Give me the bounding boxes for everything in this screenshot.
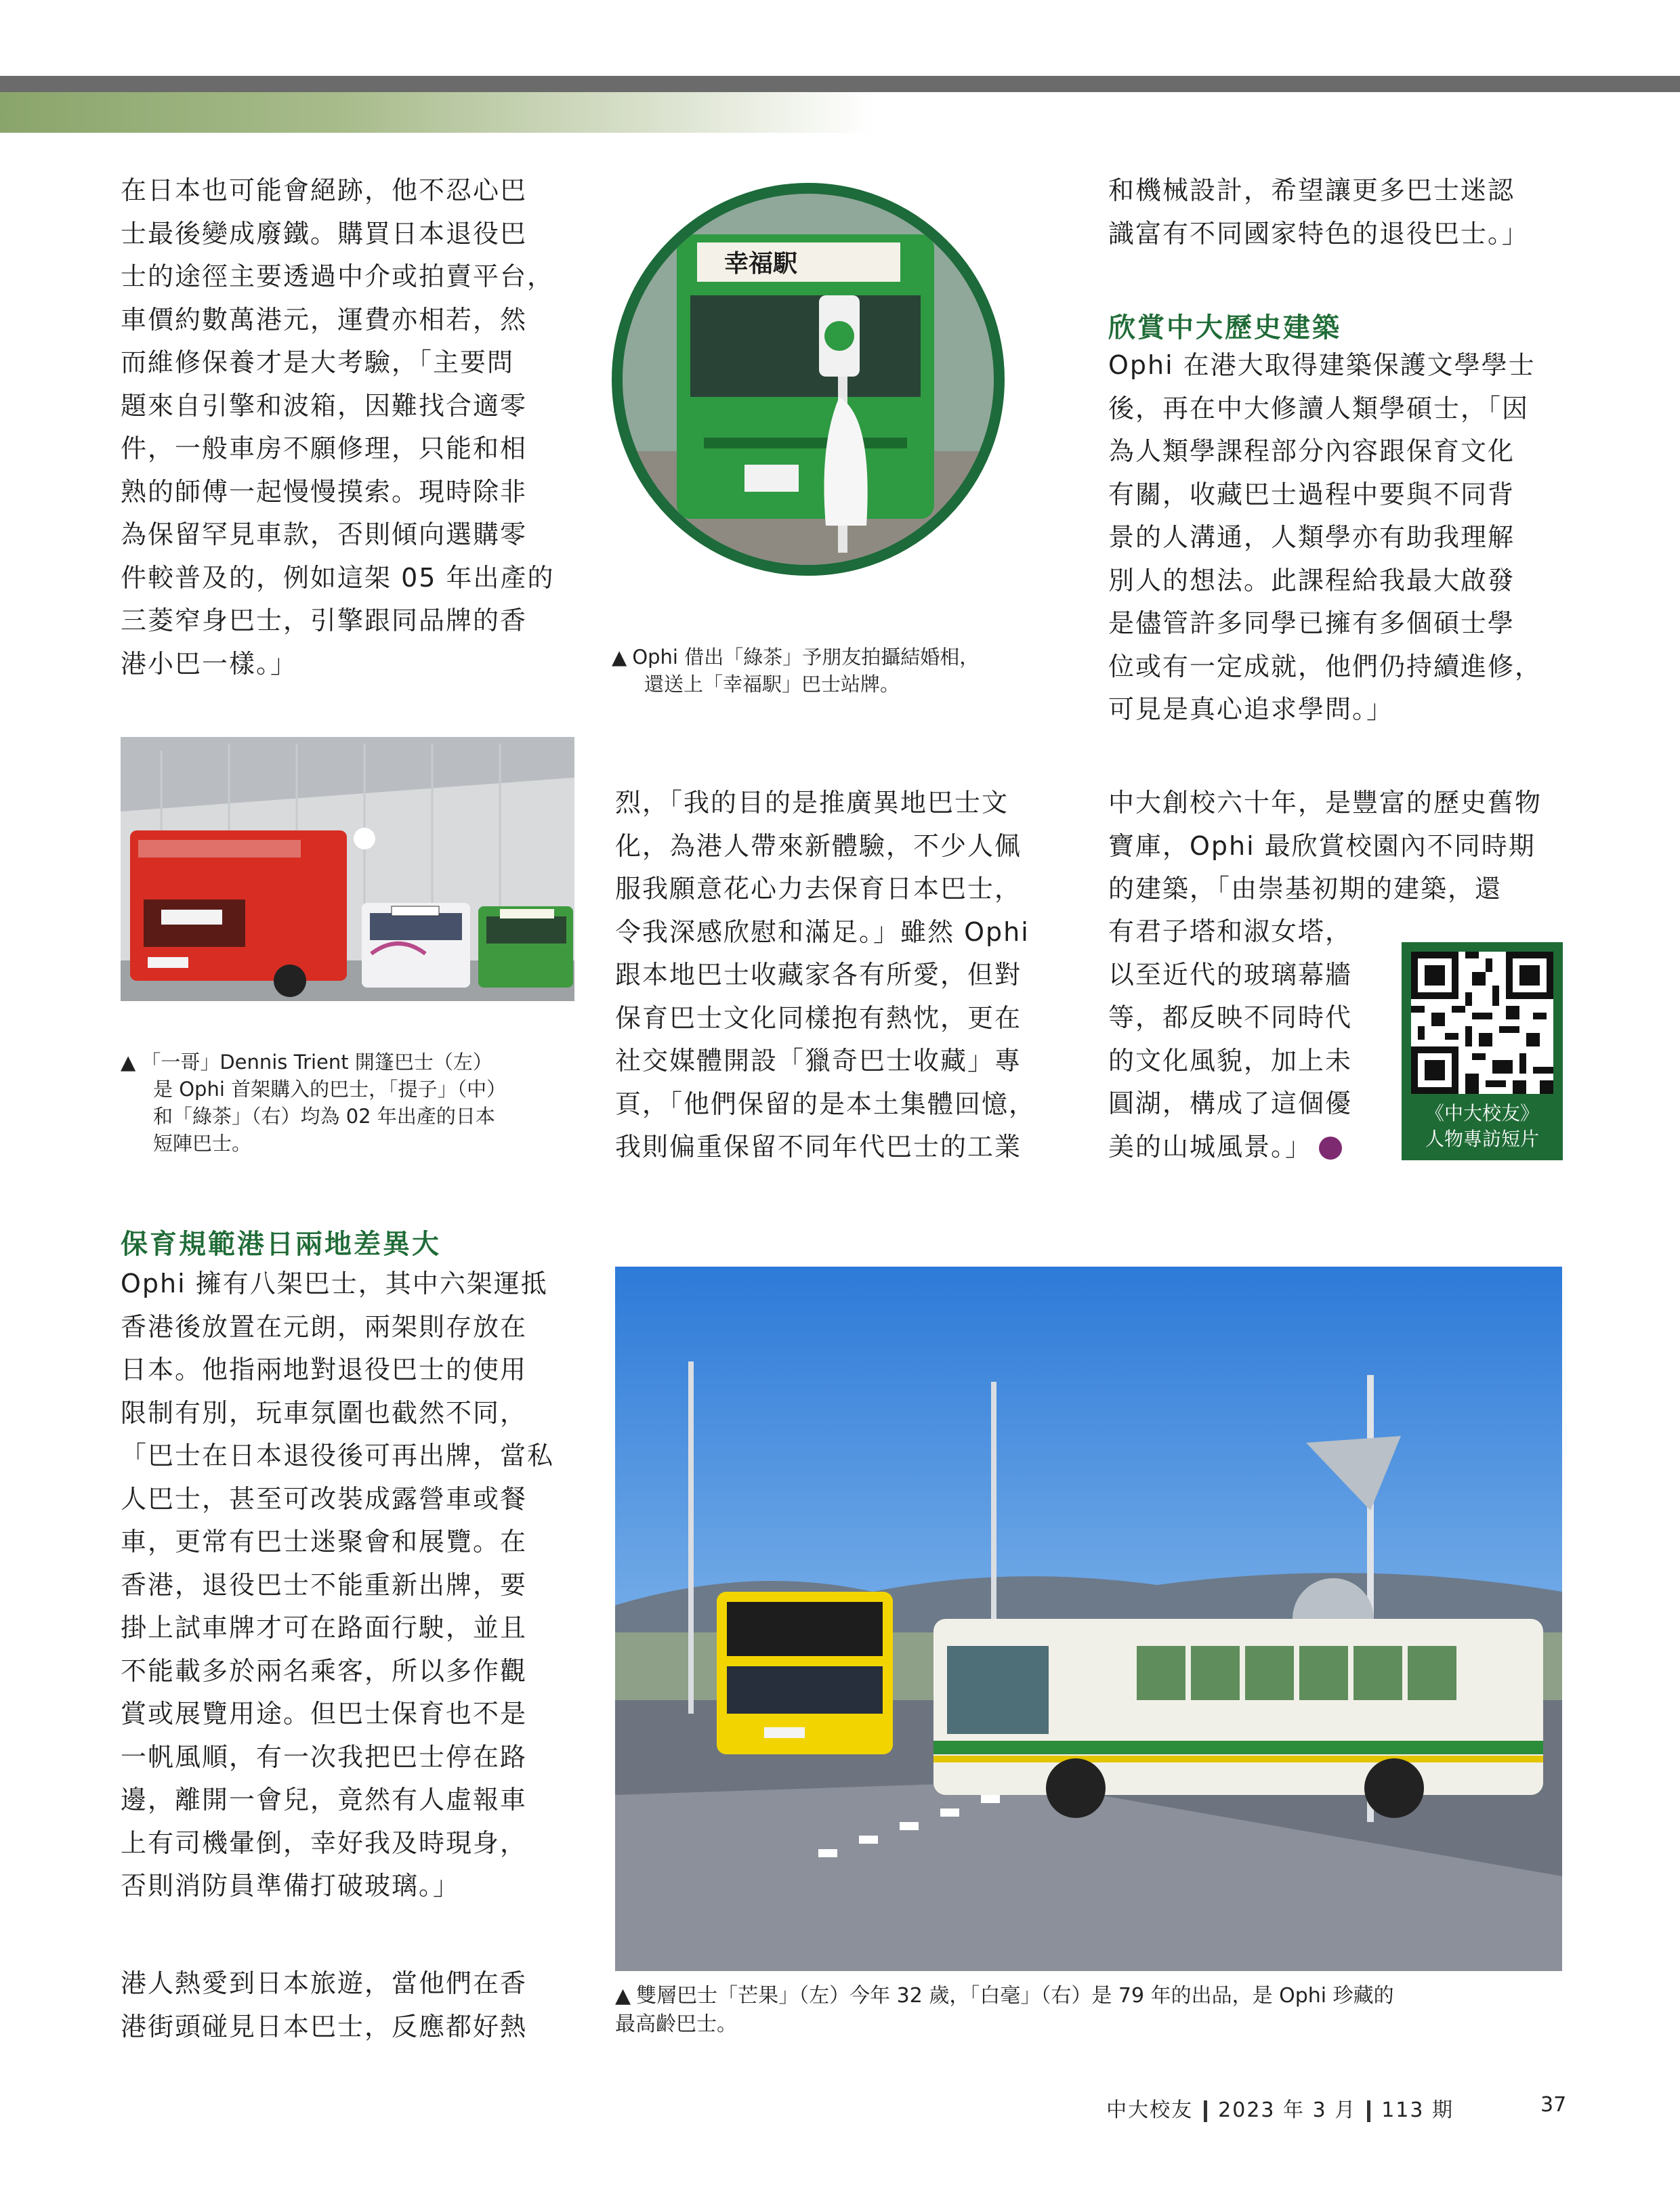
text-line: 保育巴士文化同樣抱有熱忱，更在 xyxy=(615,1002,1022,1033)
text-line: 上有司機暈倒，幸好我及時現身， xyxy=(121,1827,528,1858)
caption-line: 還送上「幸福駅」巴士站牌。 xyxy=(644,673,900,696)
text-line: 服我願意花心力去保育日本巴士， xyxy=(615,874,1022,904)
caption-text: 雙層巴士「芒果」（左）今年 32 歲，「白毫」（右）是 79 年的出品，是 Ophi 珍藏的 xyxy=(636,1984,1394,2008)
text-line: 可見是真心追求學問。」 xyxy=(1108,694,1394,724)
text-line: 港小巴一樣。」 xyxy=(121,648,298,679)
footer-divider xyxy=(1367,2100,1370,2122)
header-grey-stripe xyxy=(0,76,1680,92)
text-line: 中大創校六十年，是豐富的歷史舊物 xyxy=(1108,788,1542,818)
text-line: 限制有別，玩車氛圍也截然不同， xyxy=(121,1397,528,1428)
text-line: 美的山城風景。」 xyxy=(1108,1131,1313,1162)
two-buses-photo xyxy=(615,1267,1562,1971)
text-line: 車，更常有巴士迷聚會和展覽。在 xyxy=(121,1527,528,1557)
text-line: 「巴士在日本退役後可再出牌，當私 xyxy=(121,1441,555,1471)
text-line: 寶庫，Ophi 最欣賞校園內不同時期 xyxy=(1108,830,1536,861)
two-buses-caption xyxy=(615,1982,1577,2039)
text-line: Ophi 擁有八架巴士，其中六架運抵 xyxy=(121,1269,548,1298)
text-line: 不能載多於兩名乘客，所以多作觀 xyxy=(121,1655,528,1686)
text-line: 和機械設計，希望讓更多巴士迷認 xyxy=(1108,175,1515,205)
text-line: 為保留罕見車款，否則傾向選購零 xyxy=(121,520,528,549)
text-line: 三菱窄身巴士，引擎跟同品牌的香 xyxy=(121,606,528,635)
section2-heading: 欣賞中大歷史建築 xyxy=(1108,312,1341,343)
section2-body-narrow xyxy=(1108,910,1393,1168)
caption-line: 是 Ophi 首架購入的巴士，「提子」（中） xyxy=(153,1078,507,1101)
text-line: 以至近代的玻璃幕牆 xyxy=(1108,959,1353,990)
caption-triangle-icon: ▲ xyxy=(121,1051,136,1074)
section2-body xyxy=(1108,344,1562,732)
section1-heading: 保育規範港日兩地差異大 xyxy=(121,1229,441,1260)
footer-issue: 113 期 xyxy=(1381,2098,1454,2122)
left-column-top-text xyxy=(121,169,574,685)
text-line: 的建築，「由崇基初期的建築，還 xyxy=(1108,874,1503,904)
circle-photo-caption xyxy=(612,643,1072,698)
section1-body xyxy=(121,1263,574,1908)
text-line-with-logo xyxy=(1108,1126,1393,1169)
middle-column-text xyxy=(615,782,1069,1169)
text-line: 烈，「我的目的是推廣異地巴士文 xyxy=(615,788,1009,818)
text-line: 掛上試車牌才可在路面行駛，並且 xyxy=(121,1613,528,1643)
garage-photo-caption xyxy=(121,1049,581,1157)
text-line: 車價約數萬港元，運費亦相若，然 xyxy=(121,304,528,335)
footer-magazine-name: 中大校友 xyxy=(1106,2098,1194,2122)
text-line: 是儘管許多同學已擁有多個碩士學 xyxy=(1108,608,1515,638)
garage-buses-photo xyxy=(121,737,574,1001)
text-line: 在日本也可能會絕跡，他不忍心巴 xyxy=(121,175,528,205)
text-line: 一帆風順，有一次我把巴士停在路 xyxy=(121,1741,528,1772)
text-line: 香港後放置在元朗，兩架則存放在 xyxy=(121,1311,528,1342)
text-line: 件，一般車房不願修理，只能和相 xyxy=(121,433,528,463)
end-mark-logo-icon xyxy=(1319,1137,1342,1160)
caption-triangle-icon: ▲ xyxy=(615,1984,631,2008)
qr-code-image[interactable] xyxy=(1411,952,1553,1094)
footer-date: 2023 年 3 月 xyxy=(1218,2098,1357,2122)
text-line: 圓湖，構成了這個優 xyxy=(1108,1088,1353,1118)
text-line: 別人的想法。此課程給我最大啟發 xyxy=(1108,565,1515,595)
right-column-top-text xyxy=(1108,169,1562,255)
text-line: 令我深感欣慰和滿足。」雖然 Ophi xyxy=(615,916,1030,947)
text-line: 熟的師傅一起慢慢摸索。現時除非 xyxy=(121,476,528,507)
qr-label-line: 人物專訪短片 xyxy=(1425,1128,1539,1150)
garage-buses-illustration xyxy=(121,737,574,1001)
text-line: Ophi 在港大取得建築保護文學學士 xyxy=(1108,350,1536,380)
caption-line: 和「綠茶」（右）均為 02 年出產的日本 xyxy=(153,1105,495,1128)
text-line: 題來自引擎和波箱，因難找合適零 xyxy=(121,390,528,421)
text-line: 跟本地巴士收藏家各有所愛，但對 xyxy=(615,960,1022,990)
page-number: 37 xyxy=(1540,2093,1567,2117)
caption-line xyxy=(612,643,1072,671)
text-line: 而維修保養才是大考驗，「主要問 xyxy=(121,347,515,377)
two-buses-illustration xyxy=(615,1267,1562,1971)
text-line: 識富有不同國家特色的退役巴士。」 xyxy=(1108,218,1530,249)
text-line: 香港，退役巴士不能重新出牌，要 xyxy=(121,1569,528,1600)
section1-body-continued xyxy=(121,1962,574,2048)
bus-destination-sign: 幸福駅 xyxy=(724,250,798,278)
caption-text: Ophi 借出「綠茶」予朋友拍攝結婚相， xyxy=(632,646,980,669)
caption-line xyxy=(615,1982,1577,2010)
green-bus-circle-photo xyxy=(612,183,1005,576)
caption-triangle-icon: ▲ xyxy=(612,646,627,669)
qr-code-icon xyxy=(1411,952,1553,1094)
text-line: 頁，「他們保留的是本土集體回憶， xyxy=(615,1088,1036,1119)
text-line: 港街頭碰見日本巴士，反應都好熱 xyxy=(121,2011,528,2042)
text-line: 化，為港人帶來新體驗，不少人佩 xyxy=(615,830,1022,861)
text-line: 港人熱愛到日本旅遊，當他們在香 xyxy=(121,1968,528,1998)
caption-line: 最高齡巴士。 xyxy=(615,2012,737,2036)
caption-line xyxy=(121,1049,581,1076)
text-line: 的文化風貌，加上未 xyxy=(1108,1045,1353,1076)
green-bus-illustration xyxy=(623,194,994,565)
text-line: 邊，離開一會兒，竟然有人虛報車 xyxy=(121,1785,528,1815)
text-line: 景的人溝通，人類學亦有助我理解 xyxy=(1108,522,1515,552)
text-line: 位或有一定成就，他們仍持續進修， xyxy=(1108,651,1542,681)
text-line: 我則偏重保留不同年代巴士的工業 xyxy=(615,1132,1022,1162)
footer-divider xyxy=(1204,2100,1207,2122)
text-line: 士的途徑主要透過中介或拍賣平台， xyxy=(121,261,555,291)
text-line: 有君子塔和淑女塔， xyxy=(1108,916,1353,946)
caption-line: 短陣巴士。 xyxy=(153,1132,252,1155)
qr-label-line: 《中大校友》 xyxy=(1425,1102,1539,1124)
text-line: 日本。他指兩地對退役巴士的使用 xyxy=(121,1355,528,1384)
text-line: 為人類學課程部分內容跟保育文化 xyxy=(1108,436,1515,466)
text-line: 人巴士，甚至可改裝成露營車或餐 xyxy=(121,1483,528,1514)
page-footer xyxy=(1106,2093,1454,2123)
text-line: 件較普及的，例如這架 05 年出產的 xyxy=(121,562,555,593)
text-line: 有關，收藏巴士過程中要與不同背 xyxy=(1108,479,1515,509)
qr-code-panel[interactable] xyxy=(1402,942,1563,1160)
section2-body-continued xyxy=(1108,782,1562,911)
text-line: 士最後變成廢鐵。購買日本退役巴 xyxy=(121,218,528,249)
text-line: 後，再在中大修讀人類學碩士，「因 xyxy=(1108,393,1530,423)
caption-text: 「一哥」Dennis Trient 開篷巴士（左） xyxy=(141,1051,492,1074)
text-line: 賞或展覽用途。但巴士保育也不是 xyxy=(121,1699,528,1729)
text-line: 社交媒體開設「獵奇巴士收藏」專 xyxy=(615,1046,1022,1076)
text-line: 否則消防員準備打破玻璃。」 xyxy=(121,1871,461,1901)
text-line: 等，都反映不同時代 xyxy=(1108,1002,1353,1032)
